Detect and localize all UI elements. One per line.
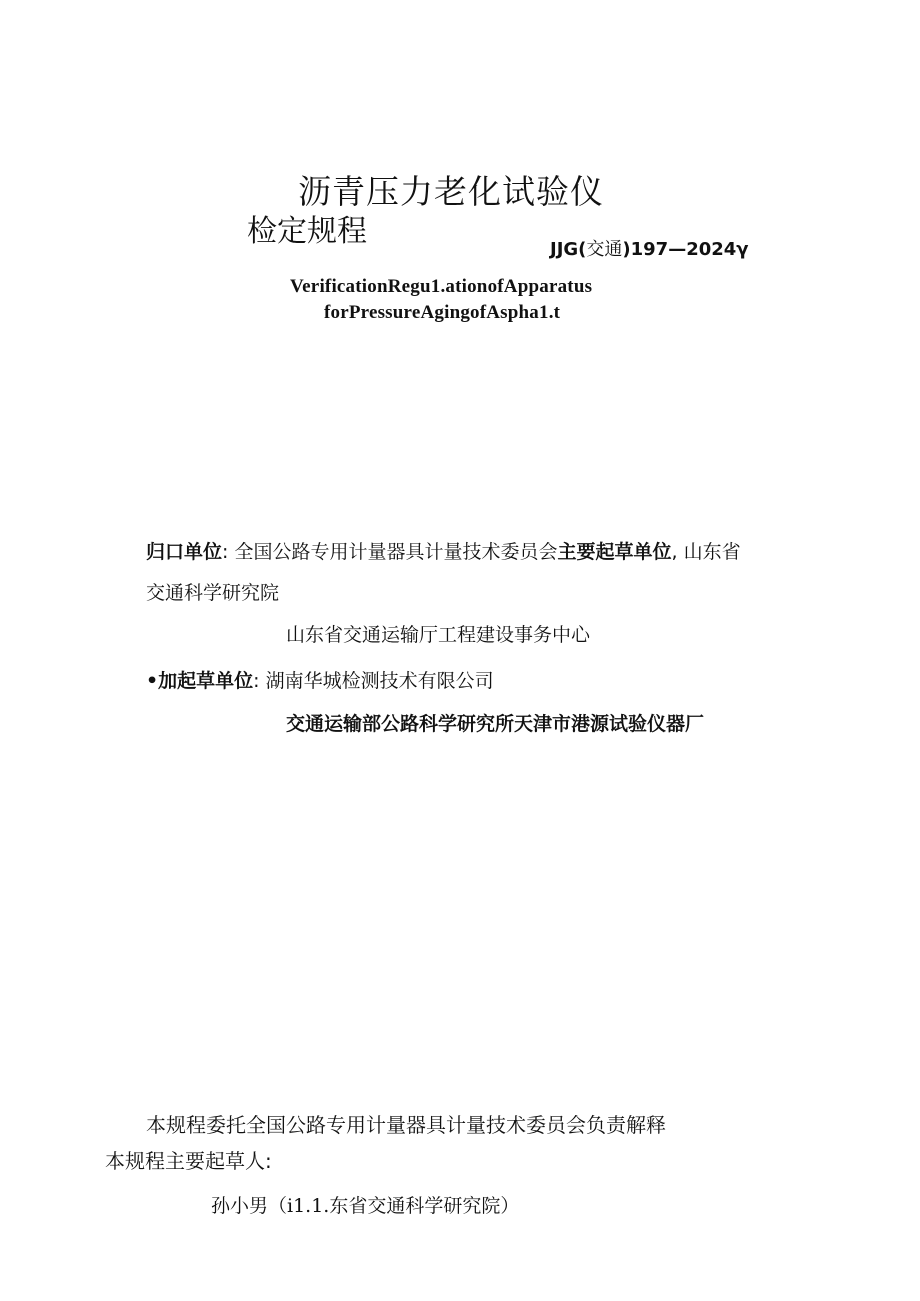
interpretation-statement: 本规程委托全国公路专用计量器具计量技术委员会负责解释: [146, 1113, 666, 1137]
code-prefix: JJG(: [550, 239, 587, 260]
guikou-label: 归口单位: [146, 541, 223, 563]
drafter-entry: 孙小男（i1.1.东省交通科学研究院）: [211, 1195, 520, 1217]
guikou-sep: :: [222, 541, 235, 563]
joint-draft-unit-1: 湖南华城检测技术有限公司: [265, 670, 494, 692]
document-title-line1: 沥青压力老化试验仪: [298, 172, 604, 211]
document-title-line2: 检定规程: [247, 214, 367, 249]
joint-draft-sep: :: [253, 670, 266, 692]
responsible-unit-line: [146, 537, 741, 564]
main-draft-sep: ,: [671, 541, 684, 563]
main-draft-unit-1: 交通科学研究院: [146, 582, 280, 604]
main-draft-value-part1: 山东省: [683, 541, 741, 563]
joint-draft-line: [146, 666, 494, 693]
guikou-value: 全国公路专用计量器具计量技术委员会: [234, 541, 558, 563]
english-title-line1: VerificationRegu1.ationofApparatus: [290, 276, 593, 297]
drafters-label: 本规程主要起草人:: [105, 1149, 272, 1173]
joint-draft-label: 加起草单位: [158, 670, 254, 692]
main-draft-unit-2: 山东省交通运输厅工程建设事务中心: [286, 624, 591, 646]
code-dept: 交通: [586, 239, 623, 260]
standard-code: [550, 235, 749, 261]
english-title-line2: forPressureAgingofAspha1.t: [324, 302, 561, 323]
bullet: •: [146, 670, 159, 692]
code-suffix: )197—2024γ: [622, 239, 749, 260]
joint-draft-unit-2: 交通运输部公路科学研究所天津市港源试验仪器厂: [286, 713, 705, 735]
main-draft-label: 主要起草单位: [557, 541, 672, 563]
